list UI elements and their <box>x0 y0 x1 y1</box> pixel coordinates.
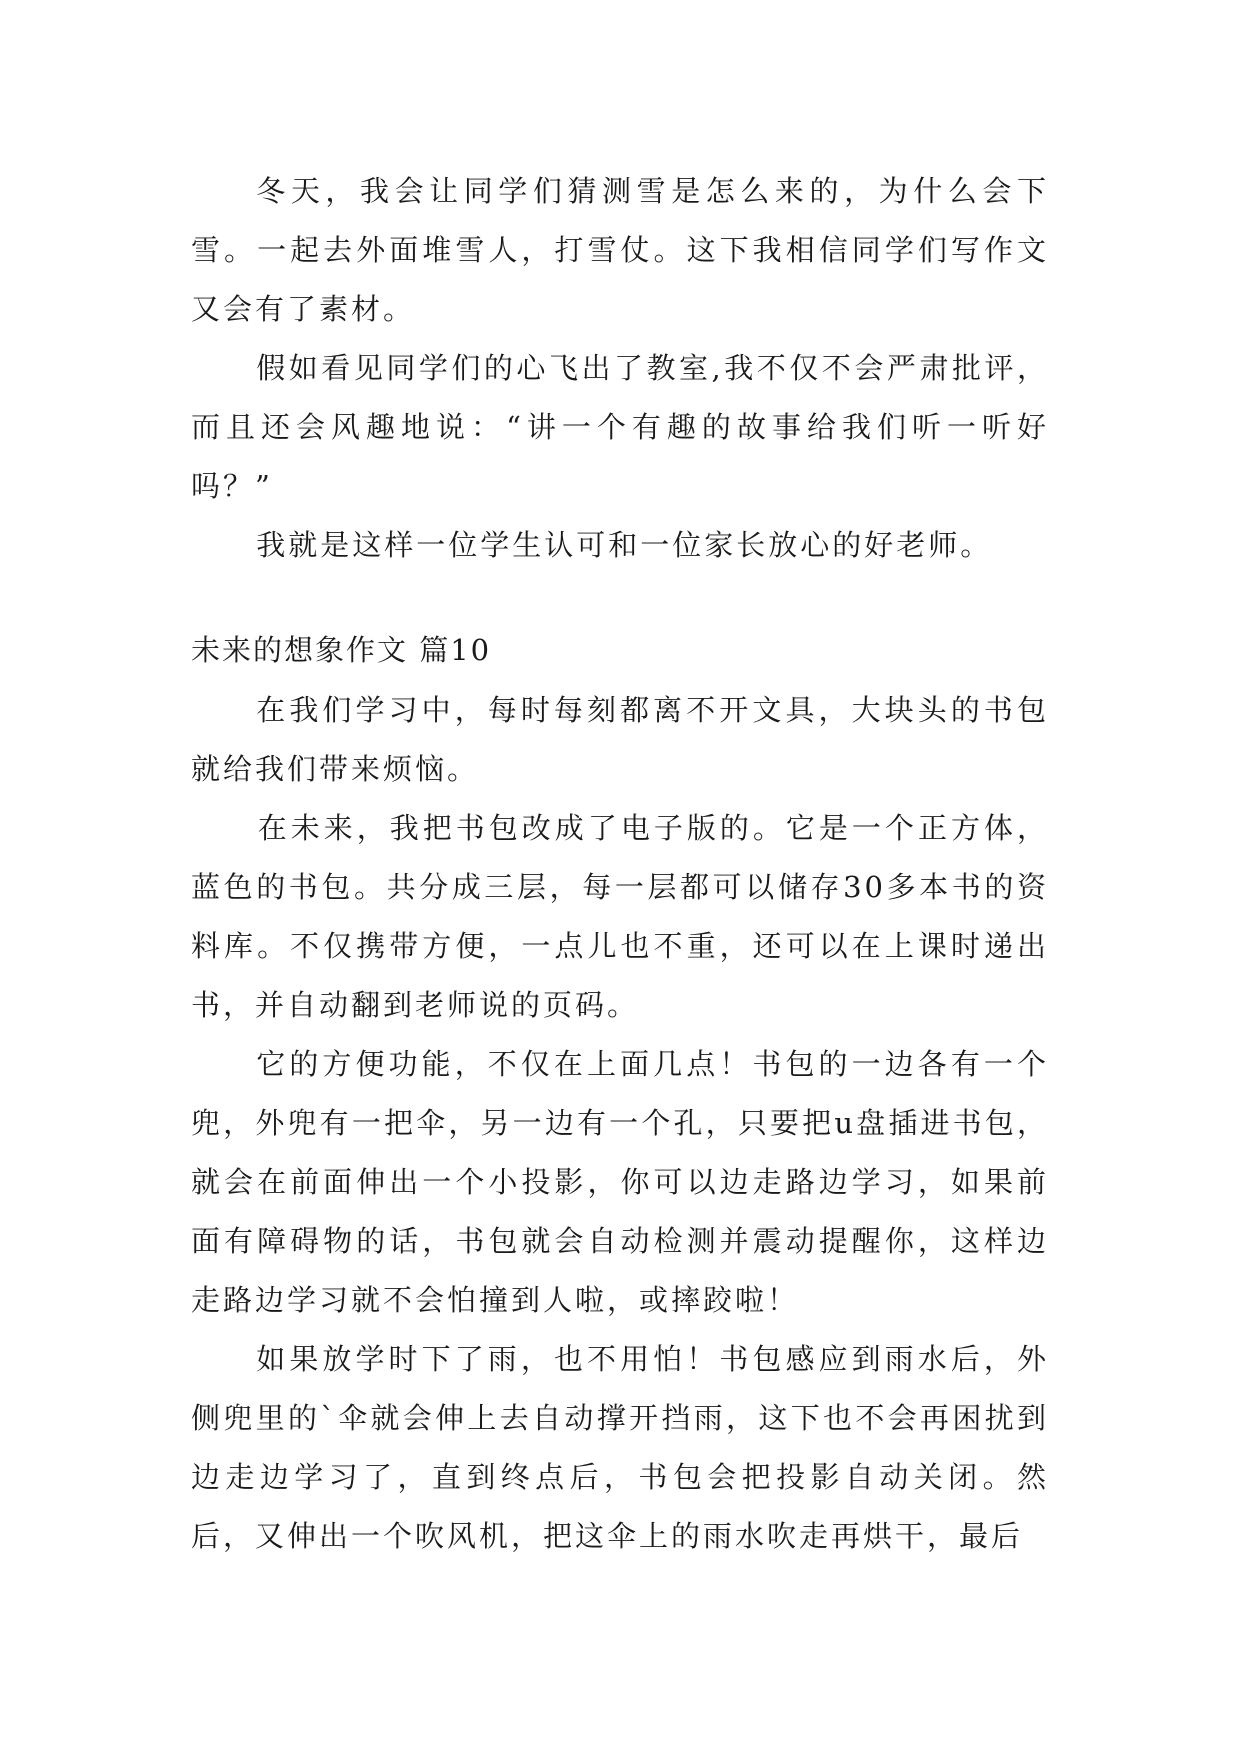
section-spacer <box>191 575 1049 619</box>
paragraph-features: 它的方便功能，不仅在上面几点！书包的一边各有一个兜，外兜有一把伞，另一边有一个孔，只要把u盘插进书包，就会在前面伸出一个小投影，你可以边走路边学习，如果前面有障碍物的话，书包就会自动检测并震动提醒你，这样边走路边学习就不会怕撞到人啦，或摔跤啦！ <box>191 1047 1049 1317</box>
section-heading: 未来的想象作文 篇10 <box>191 633 492 667</box>
paragraph-classroom: 假如看见同学们的心飞出了教室,我不仅不会严肃批评，而且还会风趣地说：“讲一个有趣的故事给我们听一听好吗？” <box>191 351 1049 503</box>
paragraph-rain: 如果放学时下了雨，也不用怕！书包感应到雨水后，外侧兜里的`伞就会伸上去自动撑开挡雨，这下也不会再困扰到边走边学习了，直到终点后，书包会把投影自动关闭。然后，又伸出一个吹风机，把这伞上的雨水吹走再烘干，最后 <box>191 1342 1049 1553</box>
paragraph-electronic-bag: 在未来，我把书包改成了电子版的。它是一个正方体，蓝色的书包。共分成三层，每一层都可以储存30多本书的资料库。不仅携带方便，一点儿也不重，还可以在上课时递出书，并自动翻到老师说的页码。 <box>191 811 1049 1022</box>
document-page <box>191 162 1049 1566</box>
paragraph-winter: 冬天，我会让同学们猜测雪是怎么来的，为什么会下雪。一起去外面堆雪人，打雪仗。这下我相信同学们写作文又会有了素材。 <box>191 174 1049 326</box>
paragraph-good-teacher: 我就是这样一位学生认可和一位家长放心的好老师。 <box>256 528 993 562</box>
paragraph-intro: 在我们学习中，每时每刻都离不开文具，大块头的书包就给我们带来烦恼。 <box>191 693 1049 786</box>
